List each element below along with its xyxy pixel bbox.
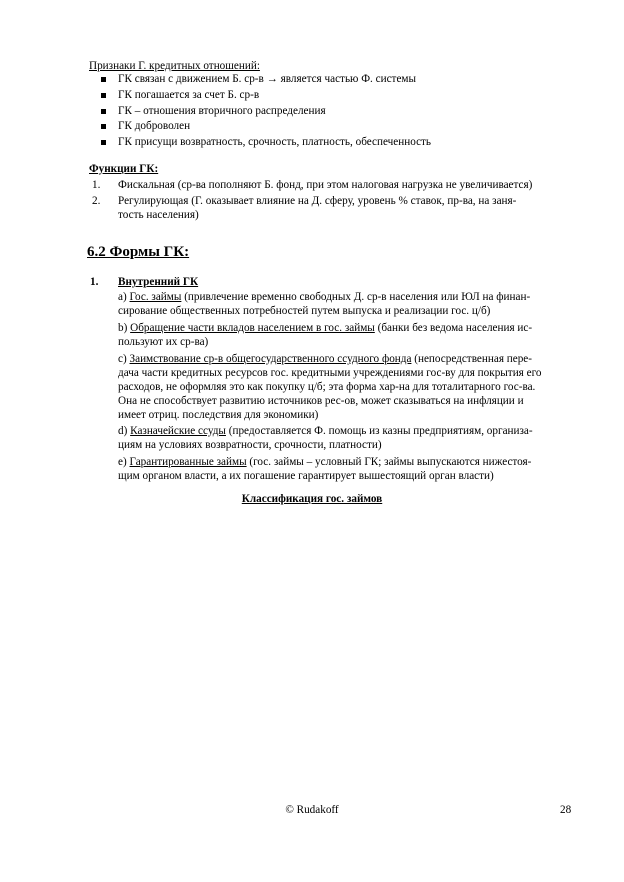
classification-heading: Классификация гос. займов — [241, 493, 383, 505]
bullet-icon — [101, 124, 106, 129]
item-term: Обращение части вкладов населением в гос. займы — [130, 322, 375, 334]
bullet-icon — [101, 109, 106, 114]
function-line: Регулирующая (Г. оказывает влияние на Д. сферу, уровень % ставок, пр-ва, на заня- — [118, 195, 517, 207]
internal-item-a — [118, 290, 600, 318]
item-letter: e) — [118, 456, 127, 468]
feature-item: ГК погашается за счет Б. ср-в — [118, 89, 260, 101]
feature-item: ГК – отношения вторичного распределения — [118, 105, 326, 117]
item-line: (предоставляется Ф. помощь из казны предприятиям, организа- — [225, 425, 533, 437]
internal-item-e — [118, 455, 600, 483]
function-number: 2. — [92, 195, 101, 207]
item-line: (привлечение временно свободных Д. ср-в населения или ЮЛ на финан- — [181, 291, 531, 303]
item-line: пользуют их ср-ва) — [118, 336, 209, 348]
bullet-icon — [101, 93, 106, 98]
item-line: (непосредственная пере- — [411, 353, 532, 365]
feature-item: ГК доброволен — [118, 120, 191, 132]
item-line: дача части кредитных ресурсов гос. кредитными учреждениями гос-ву для покрытия его — [118, 367, 542, 379]
item-line: расходов, не оформляя это как покупку ц/б; эта форма хар-на для тоталитарного гос-ва. — [118, 381, 536, 393]
function-line: тость населения) — [118, 209, 199, 221]
bullet-icon — [101, 77, 106, 82]
item-line: имеет отриц. последствия для экономики) — [118, 409, 319, 421]
feature-item: ГК присущи возвратность, срочность, платность, обеспеченность — [118, 136, 432, 148]
item-line: (банки без ведома населения ис- — [374, 322, 533, 334]
item-line: щим органом власти, а их погашение гарантирует вышестоящий орган власти) — [118, 470, 494, 482]
item-line: циям на условиях возвратности, срочности, платности) — [118, 439, 382, 451]
item-term: Казначейские ссуды — [130, 425, 226, 437]
internal-item-c — [118, 352, 600, 422]
function-number: 1. — [92, 179, 101, 191]
item-term: Гарантированные займы — [129, 456, 247, 468]
item-letter: b) — [118, 322, 128, 334]
item-term: Гос. займы — [129, 291, 182, 303]
item-line: (гос. займы – условный ГК; займы выпускаются нижестоя- — [246, 456, 532, 468]
function-line: Фискальная (ср-ва пополняют Б. фонд, при этом налоговая нагрузка не увеличивается) — [118, 179, 533, 191]
item-letter: c) — [118, 353, 127, 365]
internal-item-b — [118, 321, 600, 349]
section-heading: 6.2 Формы ГК: — [87, 244, 190, 260]
item-letter: a) — [118, 291, 127, 303]
item-line: сирование общественных потребностей путем выпуска и реализации гос. ц/б) — [118, 305, 491, 317]
functions-title: Функции ГК: — [89, 163, 159, 175]
item-term: Заимствование ср-в общегосударственного ссудного фонда — [129, 353, 412, 365]
item-line: Она не способствует развитию источников рес-ов, может сказываться на инфляции и — [118, 395, 524, 407]
bullet-icon — [101, 140, 106, 145]
function-item — [118, 178, 598, 192]
internal-title: Внутренний ГК — [118, 276, 199, 288]
function-item — [118, 194, 598, 222]
internal-item-d — [118, 424, 600, 452]
internal-number: 1. — [90, 276, 99, 288]
features-title: Признаки Г. кредитных отношений: — [89, 60, 260, 72]
feature-item: ГК связан с движением Б. ср-в → является частью Ф. системы — [118, 73, 417, 85]
item-letter: d) — [118, 425, 128, 437]
page-number: 28 — [560, 804, 572, 816]
footer-copyright: © Rudakoff — [285, 804, 339, 816]
